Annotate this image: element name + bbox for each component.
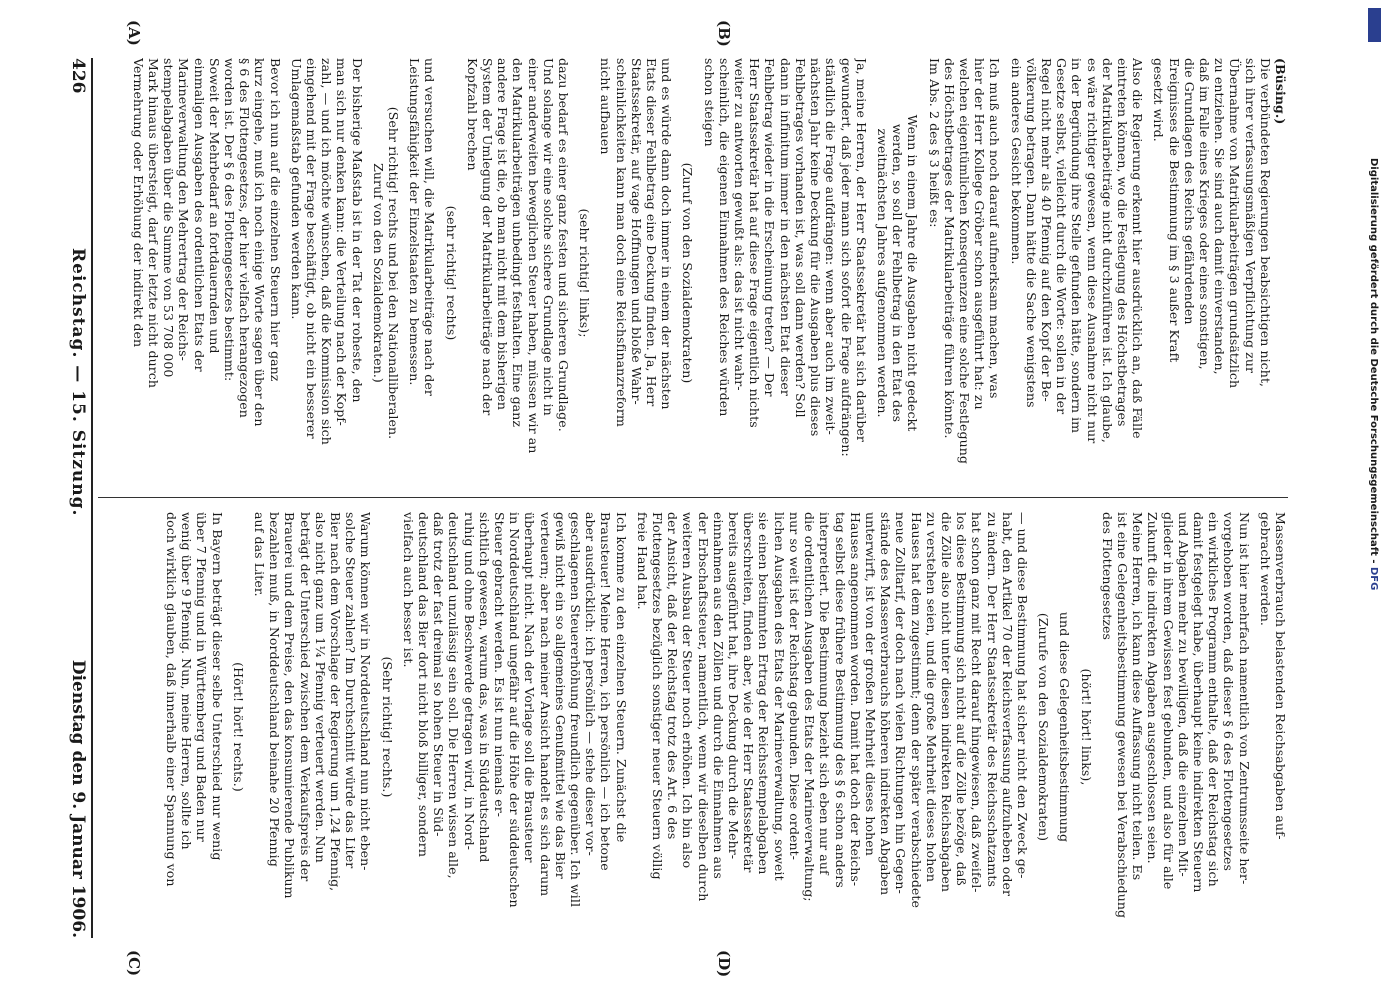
text-line: daß im Falle eines Krieges oder eines sonstigen, <box>1196 58 1212 370</box>
text-line: ein wirkliches Programm enthalte, daß der Reichstag sich <box>1206 512 1222 887</box>
text-line: Marineverwaltung den Mehrertrag der Reichs- <box>176 58 192 361</box>
text-line: Hauses angenommen worden. Damit hat doch der Reichs- <box>847 512 863 887</box>
text-line: § 6 des Flottengesetzes, der hier vielfach herangezogen <box>237 58 253 418</box>
text-line: (hört! hört! links), <box>1078 668 1094 786</box>
text-line: gesetzt wird. <box>1151 58 1167 142</box>
text-line: stempelabgaben über die Summe von 53 708 000 <box>161 58 177 378</box>
text-line: welchen eigentümlichen Konsequenzen eine solche Festlegung <box>956 58 972 465</box>
left-column-paragraph <box>371 58 401 488</box>
text-line: schon steigen <box>701 58 717 147</box>
text-line: zu ändern. Der Herr Staatssekretär des Reichsschatzamts <box>984 512 1000 888</box>
text-line: Ja, meine Herren, der Herr Staatssekretär hat sich darüber <box>853 58 869 442</box>
text-line: Also die Regierung erkennt hier ausdrücklich an, daß Fälle <box>1130 58 1146 439</box>
text-line: dann in infinitum immer in den nächsten Etat dieser <box>777 58 793 396</box>
right-column-paragraph <box>252 512 374 942</box>
text-line: Fehlbetrag wieder in die Erscheinung treten? — Der <box>762 58 778 397</box>
text-line: Massenverbrauch belastenden Reichsabgaben auf- <box>1273 512 1288 840</box>
text-line: bezahlen muß, in Norddeutschland beinahe 20 Pfennig <box>267 512 283 867</box>
text-line: (sehr richtig! links); <box>577 208 593 338</box>
text-line: und Abgaben mehr zu bewilligen, daß die einzelnen Mit- <box>1175 512 1191 877</box>
left-column-paragraph <box>598 58 674 488</box>
text-line: Übernahme von Matrikularbeiträgen grundsätzlich <box>1227 58 1243 389</box>
text-line: man sich nur denken kann: die Verteilung nach der Kopf- <box>334 58 350 426</box>
text-line: zahl, — und ich möchte wünschen, daß die Kommission sich <box>319 58 335 445</box>
text-line: Und solange wir eine solche sichere Grundlage nicht in <box>540 58 556 416</box>
text-line: tag selbst diese frühere Bestimmung des § 6 schon anders <box>832 512 848 888</box>
right-column-paragraph <box>635 512 1030 942</box>
text-line: Bier nach dem Vorschlage der Regierung um 1,24 Pfennig, <box>328 512 344 892</box>
left-column-paragraph <box>577 58 592 488</box>
text-line: Etats dieser Fehlbetrag eine Deckung finden. Ja, Herr <box>644 58 660 407</box>
text-line: Herr Staatssekretär hat auf diese Frage eigentlich nichts <box>747 58 763 428</box>
text-line: Mark hinaus übersteigt, darf der letzte nicht durch <box>145 58 161 389</box>
text-line: doch wirklich glauben, daß innerhalb einer Spannung von <box>163 512 179 887</box>
left-column-paragraph <box>680 58 695 488</box>
text-line: (Sehr richtig! rechts und bei den Nationalliberalen. <box>386 106 402 440</box>
left-column-paragraph <box>926 58 1002 488</box>
text-line: bereits ausgeführt hat, ihre Deckung durch die Mehr- <box>726 512 742 860</box>
text-line: glieder in ihrem Gewissen fest gebunden, und also für alle <box>1160 512 1176 890</box>
text-line: völkerung betragen. Dann hätte die Sache wenigstens <box>1023 58 1039 408</box>
speaker-name: (Büsing.) <box>1273 58 1288 125</box>
text-line: sich ihrer verfassungsmäßigen Verpflichtung zur <box>1242 58 1258 374</box>
text-line: Staatssekretär, auf vage Hoffnungen und bloße Wahr- <box>628 58 644 405</box>
text-line: Flottengesetzes bezüglich sonstiger neuer Steuern völlig <box>650 512 666 880</box>
text-line: zu entziehen. Sie sind auch damit einverstanden, <box>1212 58 1228 375</box>
text-line: In Bayern beträgt dieser selbe Unterschied nur wenig <box>209 512 225 861</box>
margin-mark-d: (D) <box>715 950 733 978</box>
text-line: (Hört! hört! rechts.) <box>230 662 246 792</box>
text-line: nur so weit ist der Reichstag gebunden. Diese ordent- <box>786 512 802 861</box>
left-column-paragraph <box>701 58 868 488</box>
text-line: nicht aufbauen <box>598 58 614 155</box>
text-line: also nicht ganz um 1¼ Pfennig verteuert werden. Nun <box>312 512 328 863</box>
text-line: Im Abs. 2 des § 3 heißt es: <box>926 58 942 228</box>
right-column <box>98 512 1288 942</box>
text-line: des Höchstbetrages der Matrikularbeiträge führen könnte. <box>941 58 957 439</box>
text-line: Der bisherige Maßstab ist in der Tat der roheste, den <box>349 58 365 403</box>
left-column-paragraph <box>289 58 365 488</box>
text-line: der Ansicht, daß der Reichstag trotz des Art. 6 des <box>665 512 681 840</box>
text-line: über 7 Pfennig und in Württemberg und Baden nur <box>194 512 210 842</box>
digitization-note-text: Digitalisierung gefördert durch die Deutsche Forschungsgemeinschaft - <box>1368 158 1379 564</box>
text-line: und versuchen will, die Matrikularbeiträge nach der <box>422 58 438 396</box>
right-column-paragraph <box>1100 512 1252 942</box>
left-column-paragraph <box>1008 58 1145 488</box>
text-line: in der Begründung ihre Stelle gefunden hätte, sondern im <box>1069 58 1085 434</box>
text-line: einnahmen aus den Zöllen und durch die Einnahmen aus <box>710 512 726 879</box>
left-column-paragraph <box>1151 58 1273 488</box>
text-line: werden, so soll der Fehlbetrag in den Etat des <box>890 123 906 423</box>
text-line: Brausteuer! Meine Herren, ich persönlich — ich betone <box>598 512 614 871</box>
right-column-paragraph <box>231 512 246 942</box>
text-line: deutschland unzulässig sein soll. Die Herren wissen alle, <box>446 512 462 879</box>
text-line: Zuruf von den Sozialdemokraten.) <box>370 163 386 383</box>
text-line: Warum können wir in Norddeutschland nun nicht eben- <box>358 512 374 871</box>
text-line: und es würde dann doch immer in einem der nächsten <box>659 58 675 410</box>
text-line: unterwirft, ist von der großen Mehrheit dieses hohen <box>862 512 878 856</box>
text-line: (sehr richtig! rechts) <box>443 205 459 341</box>
page-header <box>64 58 88 938</box>
text-line: interpretiert. Die Bestimmung bezieht sich eben nur auf <box>817 512 833 875</box>
column-separator <box>98 497 1288 498</box>
text-line: die Zölle also nicht unter diesen indirekten Reichsabgaben <box>938 512 954 892</box>
left-column-paragraph <box>443 58 458 488</box>
right-column-paragraph <box>401 512 629 942</box>
text-line: beträgt der Unterschied zwischen dem Verkaufspreis der <box>297 512 313 882</box>
text-line: die ordentlichen Ausgaben des Etats der Marineverwaltung; <box>802 512 818 902</box>
text-line: aber ausdrücklich: ich persönlich — stehe dieser vor- <box>583 512 599 856</box>
text-line: damit festgelegt habe, überhaupt keine indirekten Steuern <box>1190 512 1206 893</box>
text-line: scheinlichkeiten kann man doch eine Reichsfinanzreform <box>613 58 629 427</box>
text-line: weiter zu antworten gewußt als: das ist nicht wahr- <box>732 58 748 391</box>
text-line: die Grundlagen des Reichs gefährdenden <box>1181 58 1197 325</box>
text-line: hat schon ganz mit Recht darauf hingewiesen, daß zweifel- <box>969 512 985 893</box>
text-line: Wenn in einem Jahre die Ausgaben nicht gedeckt <box>905 114 921 432</box>
text-line: in Norddeutschland ungefähr auf die Höhe der süddeutschen <box>507 512 523 908</box>
text-line: daß trotz der fast dreimal so hohen Steuer in Süd- <box>431 512 447 837</box>
text-line: Soweit der Mehrbedarf an fortdauernden und <box>206 58 222 354</box>
text-line: wenig über 9 Pfennig. Nun, meine Herren, sollte ich <box>179 512 195 850</box>
text-line: einmaligen Ausgaben des ordentlichen Etats der <box>191 58 207 372</box>
text-line: sichtlich gewesen, warum das, was in Süddeutschland <box>476 512 492 863</box>
running-title: Reichstag. — 15. Sitzung. <box>68 248 88 517</box>
left-column-paragraph <box>407 58 437 488</box>
text-line: vielfach auch besser ist. <box>400 512 416 668</box>
margin-mark-c: (C) <box>125 950 143 977</box>
text-line: der Erbschaftssteuer, namentlich, wenn wir dieselben durch <box>695 512 711 902</box>
text-line: ruhig und ohne Beschwerde getragen wird, in Nord- <box>461 512 477 851</box>
text-line: und diese Gelegenheitsbestimmung <box>1057 611 1073 843</box>
text-line: lichen Ausgaben des Etats der Marineverwaltung, soweit <box>771 512 787 881</box>
text-line: eintreten können, wo die Festlegung des Höchstbetrages <box>1114 58 1130 427</box>
text-line: hier der Herr Kollege Gröber schon ausgeführt hat: zu <box>972 58 988 410</box>
text-line: vorgehoben worden, daß dieser § 6 des Flottengesetzes <box>1221 512 1237 872</box>
digitization-footer <box>1365 8 1381 998</box>
margin-mark-a: (A) <box>125 20 143 46</box>
text-line: zu verstehen seien, und die große Mehrheit dieses hohen <box>923 512 939 883</box>
text-line: deutschland das Bier dort nicht bloß billiger, sondern <box>416 512 432 857</box>
text-line: Kopfzahl brechen <box>464 58 480 171</box>
text-line: zweitnächsten Jahres aufgenommen werden. <box>874 128 890 418</box>
text-line: Vermehrung oder Erhöhung der indirekt den <box>130 58 146 348</box>
margin-mark-b: (B) <box>715 20 733 47</box>
text-line: (Zurufe von den Sozialdemokraten) <box>1036 612 1052 842</box>
text-line: Meine Herren, ich kann diese Auffassung nicht teilen. Es <box>1130 512 1146 881</box>
header-rule <box>91 58 93 938</box>
text-line: überschreiten, finden aber, wie der Herr Staatssekretär <box>741 512 757 873</box>
text-line: Die verbündeten Regierungen beabsichtigen nicht, <box>1257 58 1273 388</box>
left-column-paragraph <box>465 58 571 488</box>
text-line: Brauerei und dem Preise, den das konsumierende Publikum <box>282 512 298 899</box>
text-line: Bevor ich nun auf die einzelnen Steuern hier ganz <box>267 58 283 382</box>
text-line: (Zuruf von den Sozialdemokraten) <box>680 162 696 384</box>
text-line: einer anderweiten beweglichen Steuer haben, müssen wir an <box>525 58 541 454</box>
text-line: auf das Liter. <box>252 512 267 597</box>
right-column-paragraph <box>164 512 225 942</box>
text-line: habt, den Artikel 70 der Reichsverfassung aufzuheben oder <box>999 512 1015 897</box>
text-line: los diese Bestimmung sich nicht auf die Zölle bezöge, daß <box>954 512 970 886</box>
text-line: Fehlbetrages vorhanden ist, was soll dann werden? Soll <box>792 58 808 418</box>
text-line: Regel nicht mehr als 40 Pfennig auf den Kopf der Be- <box>1038 58 1054 402</box>
text-line: Ich muß auch noch darauf aufmerksam machen, was <box>987 58 1003 399</box>
text-line: Hauses hat dem zugestimmt; denn der später verabschiedete <box>908 512 924 909</box>
text-line: Nun ist hier mehrfach namentlich von Zentrumsseite her- <box>1236 512 1252 885</box>
left-column-paragraph <box>131 58 283 488</box>
text-line: scheinlich, die eigenen Einnahmen des Reiches würden <box>716 58 732 417</box>
text-line: andere Frage ist die, ob man nicht mit dem bisherigen <box>495 58 511 411</box>
page-number: 426 <box>68 58 88 94</box>
text-line: Ereignisses die Bestimmung im § 3 außer Kraft <box>1166 58 1182 363</box>
text-line: ständlich die Frage aufdrängen: wenn aber auch im zweit- <box>823 58 839 435</box>
text-line: ist eine Gelegenheitsbestimmung gewesen bei Verabschiedung <box>1114 512 1130 919</box>
text-line: neue Zolltarif, der doch nach vielen Richtungen hin Gegen- <box>893 512 909 894</box>
text-line: ein anderes Gesicht bekommen. <box>1008 58 1024 265</box>
text-line: Leistungsfähigkeit der Einzelstaaten zu bemessen. <box>407 58 423 386</box>
right-column-paragraph <box>379 512 394 942</box>
text-line: geschlagenen Steuererhöhung freundlich gegenüber. Ich will <box>568 512 584 908</box>
text-line: verteuern; aber nach meiner Ansicht handelt es sich darum <box>537 512 553 897</box>
text-line: System der Umlegung der Matrikularbeiträge nach der <box>480 58 496 416</box>
right-column-paragraph <box>1036 512 1051 942</box>
text-line: weiteren Ausbau der Steuer noch erhöhen. Ich bin also <box>680 512 696 869</box>
text-line: kurz eingehe, muß ich noch einige Worte sagen über den <box>252 58 268 427</box>
text-line: des Flottengesetzes <box>1099 512 1115 641</box>
text-line: gewiß nicht ein so allgemeines Genußmittel wie das Bier <box>552 512 568 879</box>
text-line: Ich komme zu den einzelnen Steuern. Zunächst die <box>613 512 629 843</box>
left-column-paragraph <box>875 58 921 488</box>
text-line: stände des Massenverbrauchs höheren indirekten Abgaben <box>878 512 894 896</box>
text-line: gewundert, daß jeder mann sich sofort die Frage aufdrängen: <box>838 58 854 457</box>
left-column-head-block <box>1273 58 1288 488</box>
text-line: worden ist. Der § 6 des Flottengesetzes bestimmt: <box>222 58 237 382</box>
text-line: Gesetze selbst, vielleicht durch die Worte: sollen in der <box>1054 58 1070 415</box>
right-column-paragraph <box>1078 512 1093 942</box>
text-line: Steuer gebracht werden. Es ist nun niemals er- <box>492 512 508 818</box>
text-line: Zukunft die indirekten Abgaben ausgeschlossen seien. <box>1145 512 1161 864</box>
text-line: gebracht werden. <box>1257 512 1273 626</box>
text-line: den Matrikularbeiträgen unbedingt festhalten. Eine ganz <box>510 58 526 428</box>
dfg-logo-text: DFG <box>1368 567 1379 591</box>
session-date: Dienstag den 9. Januar 1906. <box>68 659 88 938</box>
text-line: — und diese Bestimmung hat sicher nicht den Zweck ge- <box>1014 512 1030 879</box>
digitization-note <box>1368 158 1379 590</box>
text-line: dazu bedarf es einer ganz festen und sicheren Grundlage. <box>556 58 572 432</box>
right-column-paragraph <box>1258 512 1288 942</box>
text-line: eingehend mit der Frage beschäftigt, ob nicht ein besserer <box>304 58 320 439</box>
text-line: es wäre richtiger gewesen, wenn diese Ausnahme nicht nur <box>1084 58 1100 444</box>
text-line: (Sehr richtig! rechts.) <box>379 656 395 798</box>
text-line: der Matrikularbeiträge nicht durchzuführen ist. Ich glaube, <box>1099 58 1115 443</box>
left-column <box>98 58 1288 488</box>
text-line: sie einen bestimmten Ertrag der Reichsstempelabgaben <box>756 512 772 875</box>
text-line: nächsten Jahr keine Deckung für die Ausgaben plus dieses <box>808 58 824 437</box>
right-column-paragraph <box>1057 512 1072 942</box>
text-line: solche Steuer zahlen? Im Durchschnitt würde das Liter <box>343 512 359 869</box>
text-line: Umlagemaßstab gefunden werden kann. <box>288 58 304 320</box>
text-line: freie Hand hat. <box>634 512 650 610</box>
text-line: überhaupt nicht. Nach der Vorlage soll die Brausteuer <box>522 512 538 863</box>
